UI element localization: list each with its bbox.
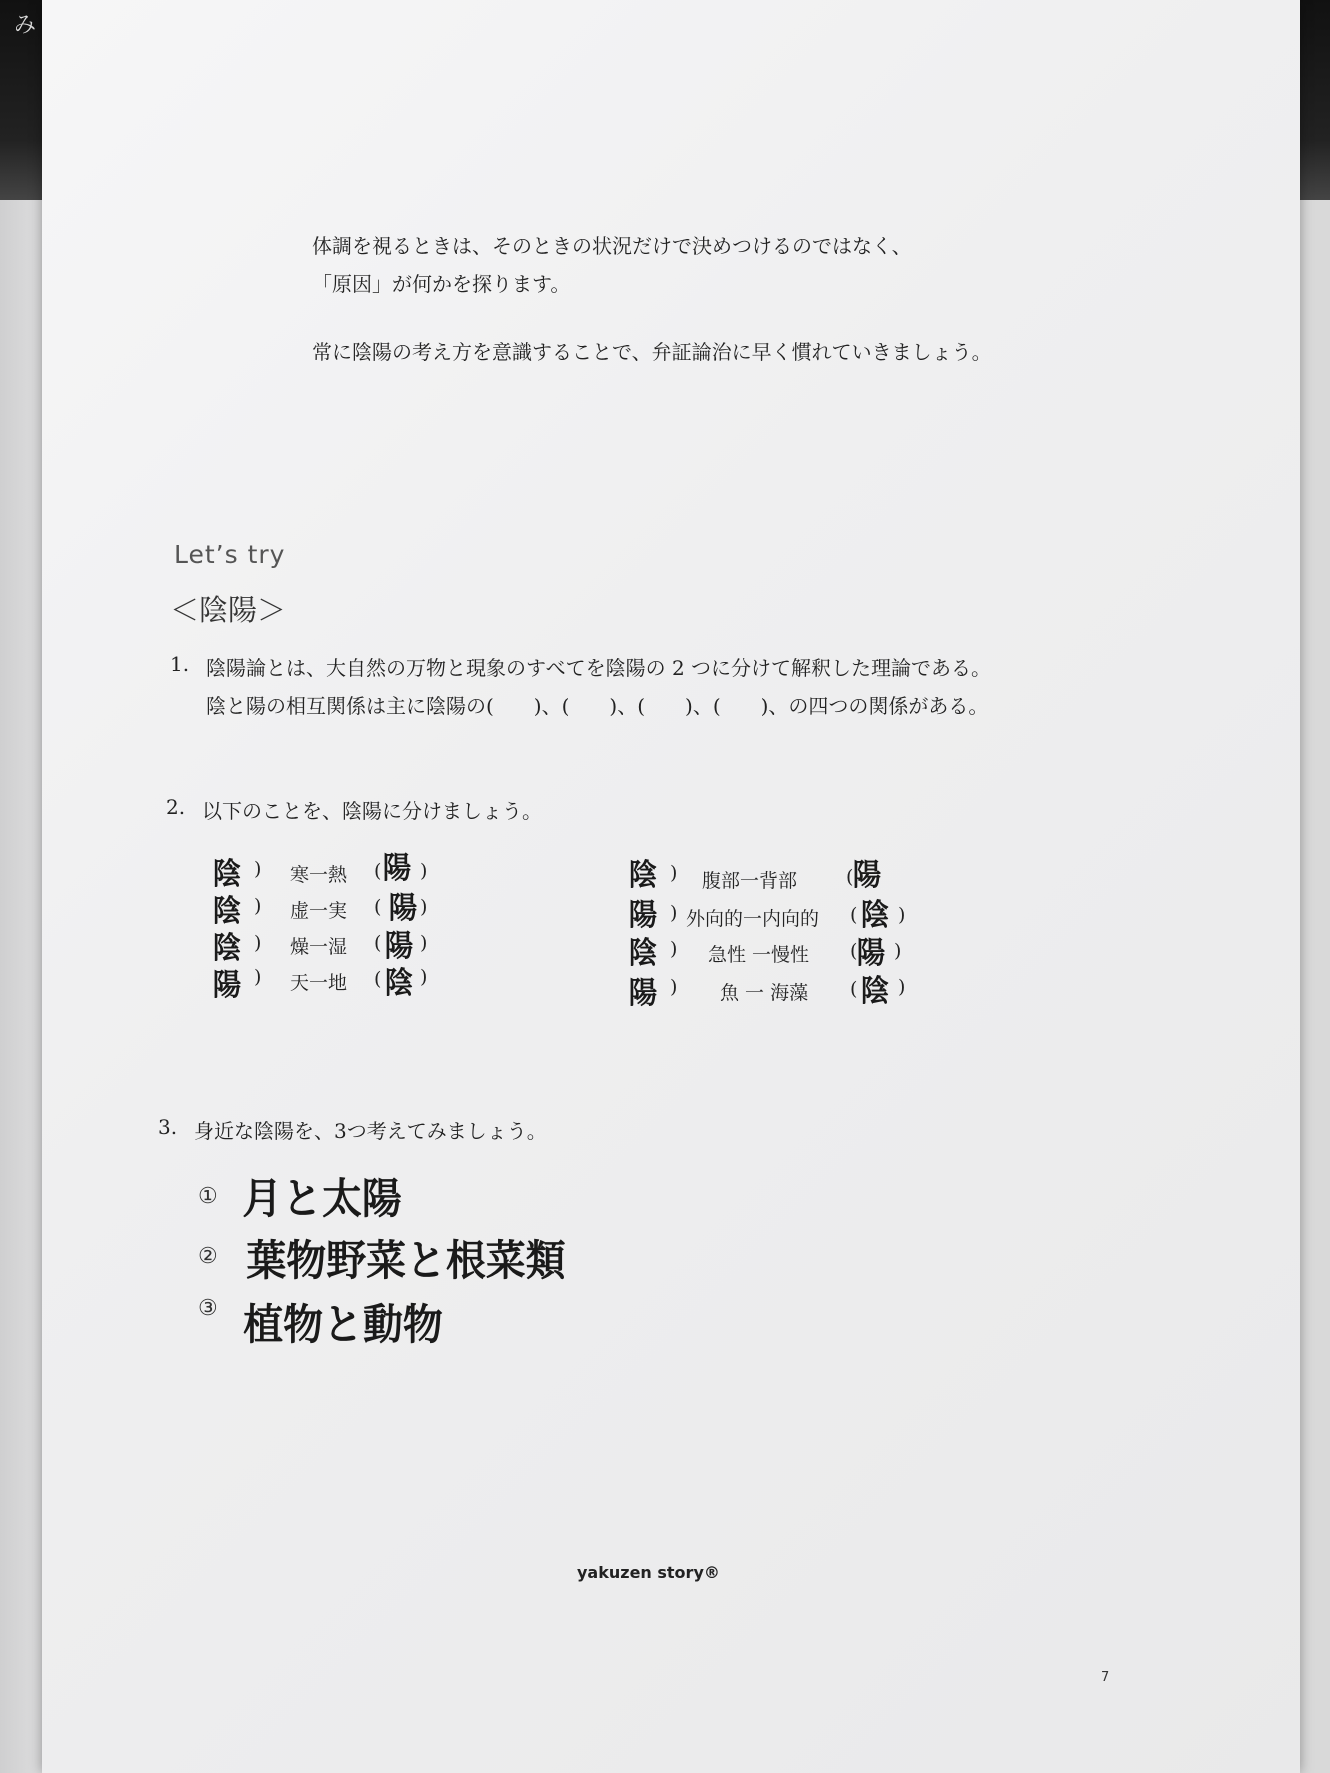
footer-brand: yakuzen story® [577, 1563, 720, 1582]
q2-right-row1-paren-r: ( [846, 866, 854, 888]
q2-right-row3-right-answer: 陽 [856, 936, 886, 971]
intro-line-3: 常に陰陽の考え方を意識することで、弁証論治に早く慣れていきましょう。 [312, 340, 992, 364]
q2-right-row1-right-answer: 陽 [852, 858, 882, 893]
q2-right-row2-paren-l: ) [670, 902, 678, 924]
q3-number: 3. [158, 1115, 178, 1139]
q2-right-row2-right-answer: 陰 [860, 898, 890, 933]
q2-right-row3-close: ) [894, 940, 902, 962]
q2-left-row1-close: ) [420, 860, 428, 882]
q2-left-row4-left-answer: 陽 [212, 968, 242, 1003]
intro-line-1: 体調を視るときは、そのときの状況だけで決めつけるのではなく、 [312, 234, 912, 258]
q2-right-row2-left-answer: 陽 [628, 898, 658, 933]
q2-right-row4-paren-r: ( [850, 978, 858, 1000]
q2-left-row1-left-answer: 陰 [212, 857, 242, 892]
q2-left-row4-right-answer: 陰 [384, 966, 414, 1001]
q2-left-row1-paren-r: ( [374, 860, 382, 882]
page-number: 7 [1101, 1670, 1110, 1685]
q2-right-row3-paren-r: ( [850, 940, 858, 962]
q2-right-row2-pair: 外向的一内向的 [686, 908, 820, 930]
q2-right-row1-pair: 腹部一背部 [702, 870, 798, 892]
corner-char: み [14, 13, 37, 38]
q1-line-1: 陰陽論とは、大自然の万物と現象のすべてを陰陽の 2 つに分けて解釈した理論である。 [206, 656, 992, 680]
q2-right-row1-left-answer: 陰 [628, 858, 658, 893]
q3-answer-1-mark: ① [198, 1184, 218, 1209]
q3-answer-2-mark: ② [198, 1244, 218, 1269]
q2-left-row3-close: ) [420, 932, 428, 954]
q2-right-row4-paren-l: ) [670, 976, 678, 998]
q2-left-row4-paren-l: ) [254, 966, 262, 988]
q2-left-row1-pair: 寒一熱 [290, 864, 348, 886]
q3-answer-1-text: 月と太陽 [242, 1174, 402, 1223]
q2-right-row4-pair: 魚 一 海藻 [720, 982, 809, 1004]
q1-line-2: 陰と陽の相互関係は主に陰陽の( )、( )、( )、( )、の四つの関係がある。 [206, 694, 989, 718]
q2-left-row3-paren-l: ) [254, 932, 262, 954]
q3-answer-2-text: 葉物野菜と根菜類 [246, 1236, 566, 1285]
q2-right-row3-pair: 急性 一慢性 [708, 944, 810, 966]
q2-left-row3-paren-r: ( [374, 932, 382, 954]
q2-left-row2-paren-r: ( [374, 896, 382, 918]
q1-number: 1. [170, 652, 190, 676]
q2-left-row2-close: ) [420, 896, 428, 918]
q2-left-row3-right-answer: 陽 [384, 929, 414, 964]
q2-right-row3-left-answer: 陰 [628, 936, 658, 971]
lets-try-heading: Let’s try [174, 540, 286, 569]
section-title: ＜陰陽＞ [170, 593, 287, 627]
q3-answer-3-mark: ③ [198, 1296, 218, 1321]
q2-right-row3-paren-l: ) [670, 938, 678, 960]
q2-left-row2-right-answer: 陽 [388, 891, 418, 926]
q2-left-row2-left-answer: 陰 [212, 894, 242, 929]
q2-left-row3-left-answer: 陰 [212, 931, 242, 966]
q2-left-row2-pair: 虚一実 [290, 900, 348, 922]
q2-left-row1-right-answer: 陽 [382, 851, 412, 886]
q3-answer-3-text: 植物と動物 [243, 1300, 443, 1349]
q2-right-row1-paren-l: ) [670, 862, 678, 884]
worksheet-page [42, 0, 1300, 1773]
q2-right-row4-right-answer: 陰 [860, 974, 890, 1009]
q2-left-row2-paren-l: ) [254, 895, 262, 917]
q2-left-row3-pair: 燥一湿 [290, 936, 348, 958]
intro-line-2: 「原因」が何かを探ります。 [312, 272, 571, 296]
q2-right-row4-left-answer: 陽 [628, 976, 658, 1011]
q2-left-row4-pair: 天一地 [290, 972, 348, 994]
q2-left-row4-close: ) [420, 966, 428, 988]
q2-right-row2-paren-r: ( [850, 904, 858, 926]
q2-right-row4-close: ) [898, 976, 906, 998]
q3-text: 身近な陰陽を、3つ考えてみましょう。 [194, 1119, 547, 1143]
q2-left-row4-paren-r: ( [374, 968, 382, 990]
q2-number: 2. [166, 795, 186, 819]
q2-text: 以下のことを、陰陽に分けましょう。 [202, 799, 542, 823]
q2-left-row1-paren-l: ) [254, 858, 262, 880]
q2-right-row2-close: ) [898, 904, 906, 926]
